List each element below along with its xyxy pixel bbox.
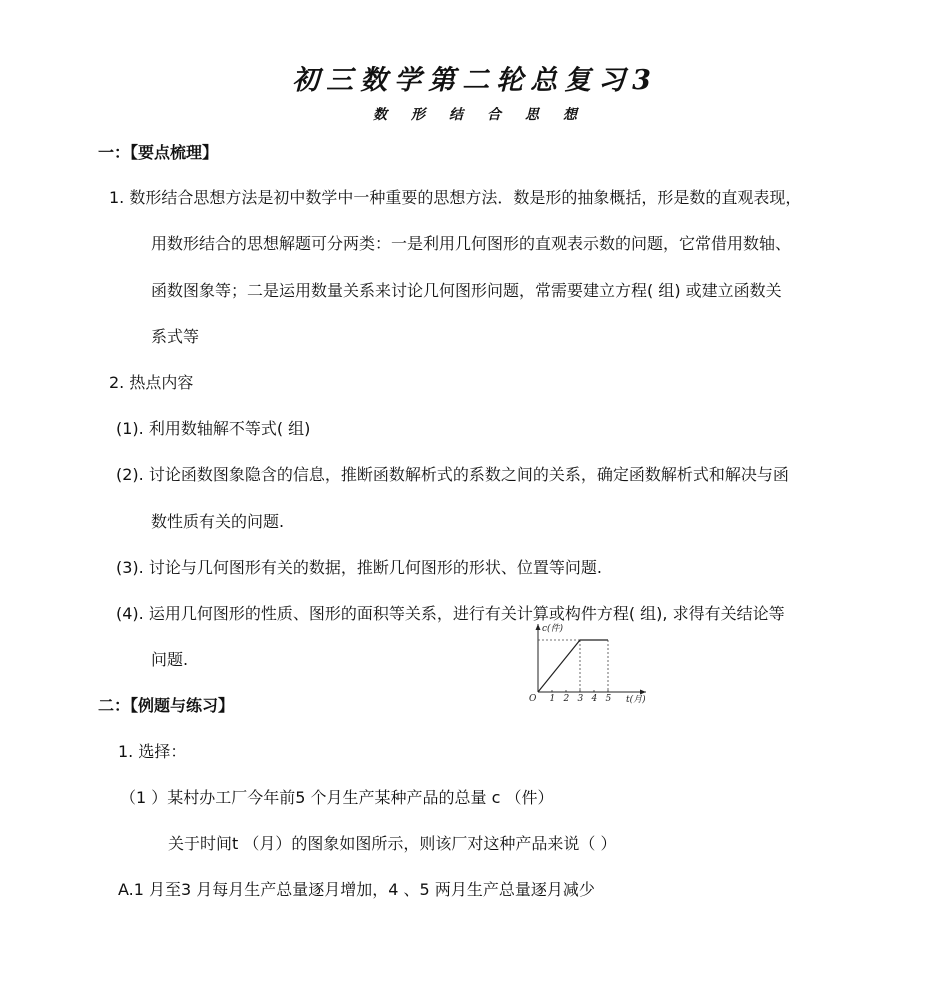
paragraph-1-line-3: 函数图象等；二是运用数量关系来讨论几何图形问题，常需要建立方程( 组) 或建立函数关	[151, 281, 782, 300]
page-title: 初三数学第二轮总复习3	[292, 65, 658, 96]
x-tick-label-3: 3	[577, 694, 584, 704]
production-line	[538, 640, 608, 692]
x-tick-label-4: 4	[591, 694, 598, 704]
list-item-3: (3). 讨论与几何图形有关的数据，推断几何图形的形状、位置等问题.	[116, 558, 602, 577]
page-subtitle: 数形结合思想	[373, 107, 601, 123]
x-axis-label: t(月)	[626, 695, 646, 705]
list-item-1: (1). 利用数轴解不等式( 组)	[116, 419, 311, 438]
paragraph-1-line-2: 用数形结合的思想解题可分两类：一是利用几何图形的直观表示数的问题，它常借用数轴、	[151, 234, 792, 253]
production-graph	[520, 620, 650, 706]
list-item-4-line-2: 问题.	[151, 650, 189, 669]
list-item-2-line-1: (2). 讨论函数图象隐含的信息，推断函数解析式的系数之间的关系，确定函数解析式和解决与函	[116, 465, 789, 484]
paragraph-1-line-4: 系式等	[151, 327, 200, 346]
x-axis-arrow	[640, 690, 646, 695]
x-tick-label-2: 2	[563, 694, 570, 704]
option-a: A.1 月至3 月每月生产总量逐月增加，4 、5 两月生产总量逐月减少	[118, 880, 595, 899]
origin-label: O	[529, 694, 537, 704]
question-choice-label: 1. 选择：	[118, 742, 187, 761]
x-tick-label-1: 1	[549, 694, 556, 704]
section-heading-key-points: 一：【要点梳理】	[98, 143, 219, 162]
question-1-line-2: 关于时间t （月）的图象如图所示，则该厂对这种产品来说（ ）	[168, 834, 617, 853]
y-axis-arrow	[536, 624, 541, 630]
paragraph-2: 2. 热点内容	[109, 373, 194, 392]
y-axis-label: c(件)	[542, 624, 564, 634]
list-item-4-line-1: (4). 运用几何图形的性质、图形的面积等关系，进行有关计算或构件方程( 组), 求得有关结论等	[116, 604, 785, 623]
list-item-2-line-2: 数性质有关的问题.	[151, 512, 285, 531]
x-tick-label-5: 5	[605, 694, 612, 704]
section-heading-examples: 二：【例题与练习】	[98, 696, 235, 715]
question-1-line-1: （1 ）某村办工厂今年前5 个月生产某种产品的总量 c （件）	[120, 788, 554, 807]
paragraph-1-line-1: 1. 数形结合思想方法是初中数学中一种重要的思想方法．数是形的抽象概括，形是数的直观表现，	[109, 188, 802, 207]
